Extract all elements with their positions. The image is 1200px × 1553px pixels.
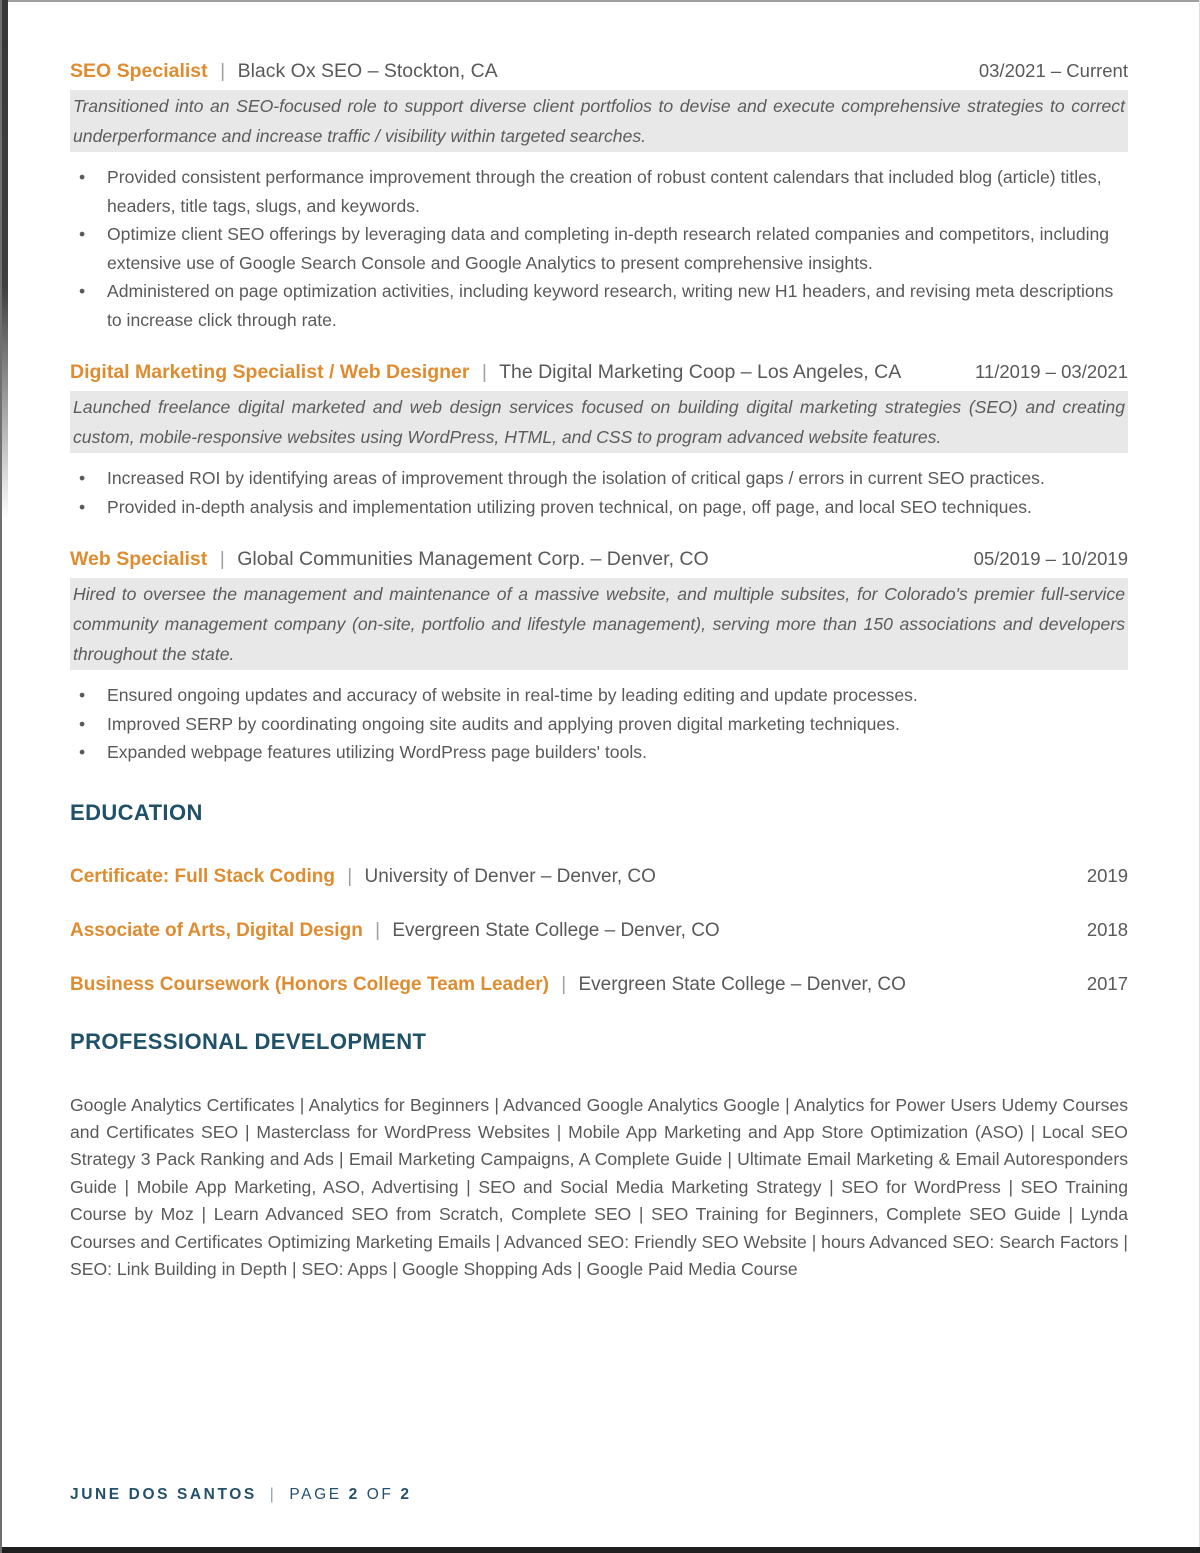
page-footer <box>70 1486 412 1504</box>
job-bullet: • Provided consistent performance improvement through the creation of robust content calendars that included blog (article) titles, headers, title tags, slugs, and keywords. <box>70 163 1128 220</box>
education-entry <box>70 919 1128 942</box>
job-title-line <box>70 548 709 571</box>
job-summary: Hired to oversee the management and maintenance of a massive website, and multiple subsites, for Colorado's premier full-service community management company (on-site, portfolio and lifestyle management), serving more than 150 associations and developers throughout the state. <box>70 578 1128 670</box>
professional-development-section-heading: PROFESSIONAL DEVELOPMENT <box>70 1028 427 1054</box>
job-title: Web Specialist <box>70 548 208 570</box>
job-dates: 11/2019 – 03/2021 <box>975 361 1128 382</box>
separator-pipe: | <box>561 973 567 995</box>
footer-page-number: 2 <box>348 1486 360 1503</box>
job-company: The Digital Marketing Coop – Los Angeles, CA <box>499 361 902 383</box>
separator-pipe: | <box>220 60 226 82</box>
education-entry-text <box>70 920 720 942</box>
education-degree: Business Coursework (Honors College Team Leader) <box>70 973 549 995</box>
footer-page-total: 2 <box>400 1486 412 1503</box>
job-bullet: • Optimize client SEO offerings by leveraging data and completing in-depth research related companies and competitors, including extensive use of Google Search Console and Google Analytics to present comprehensive insights. <box>70 220 1128 277</box>
separator-pipe: | <box>347 865 353 887</box>
education-entry-text <box>70 974 906 996</box>
job-heading <box>70 60 1128 83</box>
education-year: 2018 <box>1086 918 1128 940</box>
job-entry-web-specialist <box>70 548 1128 767</box>
job-heading <box>70 548 1128 571</box>
page-edge-left <box>0 0 2 1553</box>
education-degree: Associate of Arts, Digital Design <box>70 919 363 941</box>
education-school: Evergreen State College – Denver, CO <box>578 973 906 995</box>
education-school: University of Denver – Denver, CO <box>364 865 656 887</box>
job-entry-seo-specialist <box>70 60 1128 334</box>
job-bullet: • Increased ROI by identifying areas of improvement through the isolation of critical gaps / errors in current SEO practices. <box>70 464 1128 493</box>
footer-name: JUNE DOS SANTOS <box>70 1486 257 1503</box>
job-dates: 03/2021 – Current <box>978 60 1128 81</box>
job-bullet: • Improved SERP by coordinating ongoing site audits and applying proven digital marketing techniques. <box>70 710 1128 739</box>
job-title-line <box>70 60 498 83</box>
job-summary: Transitioned into an SEO-focused role to support diverse client portfolios to devise and execute comprehensive strategies to correct underperformance and increase traffic / visibility within targeted searches. <box>70 90 1128 152</box>
job-entry-digital-marketing-specialist <box>70 361 1128 521</box>
job-title: Digital Marketing Specialist / Web Designer <box>70 361 470 383</box>
job-dates: 05/2019 – 10/2019 <box>973 548 1128 569</box>
separator-pipe: | <box>269 1486 277 1503</box>
page-edge-top <box>0 0 1200 2</box>
education-degree: Certificate: Full Stack Coding <box>70 865 335 887</box>
job-title: SEO Specialist <box>70 60 208 82</box>
resume-page-content <box>70 60 1128 1283</box>
education-school: Evergreen State College – Denver, CO <box>392 919 720 941</box>
separator-pipe: | <box>219 548 225 570</box>
job-summary: Launched freelance digital marketed and web design services focused on building digital marketing strategies (SEO) and creating custom, mobile-responsive websites using WordPress, HTML, and CSS to program advanced website features. <box>70 391 1128 453</box>
page-edge-bottom <box>0 1547 1200 1553</box>
education-year: 2019 <box>1086 864 1128 886</box>
job-bullet-list <box>70 464 1128 521</box>
education-entry <box>70 865 1128 888</box>
footer-of-word: OF <box>366 1486 394 1503</box>
job-company: Black Ox SEO – Stockton, CA <box>237 60 498 82</box>
footer-page-word: PAGE <box>289 1486 342 1503</box>
separator-pipe: | <box>375 919 381 941</box>
education-section-heading: EDUCATION <box>70 799 203 825</box>
job-bullet: • Provided in-depth analysis and implementation utilizing proven technical, on page, off page, and local SEO techniques. <box>70 493 1128 522</box>
education-entry <box>70 973 1128 996</box>
job-bullet: • Ensured ongoing updates and accuracy of website in real-time by leading editing and update processes. <box>70 681 1128 710</box>
job-bullet: • Expanded webpage features utilizing WordPress page builders' tools. <box>70 738 1128 767</box>
job-heading <box>70 361 1128 384</box>
job-title-line <box>70 361 901 384</box>
separator-pipe: | <box>481 361 487 383</box>
job-bullet-list <box>70 681 1128 767</box>
job-bullet: • Administered on page optimization activities, including keyword research, writing new H1 headers, and revising meta descriptions to increase click through rate. <box>70 277 1128 334</box>
education-year: 2017 <box>1086 972 1128 994</box>
job-bullet-list <box>70 163 1128 334</box>
education-entry-text <box>70 866 656 888</box>
job-company: Global Communities Management Corp. – Denver, CO <box>237 548 709 570</box>
professional-development-text: Google Analytics Certificates | Analytics for Beginners | Advanced Google Analytics Google | Analytics for Power Users Udemy Courses and Certificates SEO | Masterclass for WordPress Websites | Mobile App Marketing and App Store Optimization (ASO) | Local SEO Strategy 3 Pack Ranking and Ads | Email Marketing Campaigns, A Complete Guide | Ultimate Email Marketing & Email Autoresponders Guide | Mobile App Marketing, ASO, Advertising | SEO and Social Media Marketing Strategy | SEO for WordPress | SEO Training Course by Moz | Learn Advanced SEO from Scratch, Complete SEO | SEO Training for Beginners, Complete SEO Guide | Lynda Courses and Certificates Optimizing Marketing Emails | Advanced SEO: Friendly SEO Website | hours Advanced SEO: Search Factors | SEO: Link Building in Depth | SEO: Apps | Google Shopping Ads | Google Paid Media Course <box>70 1094 1128 1279</box>
